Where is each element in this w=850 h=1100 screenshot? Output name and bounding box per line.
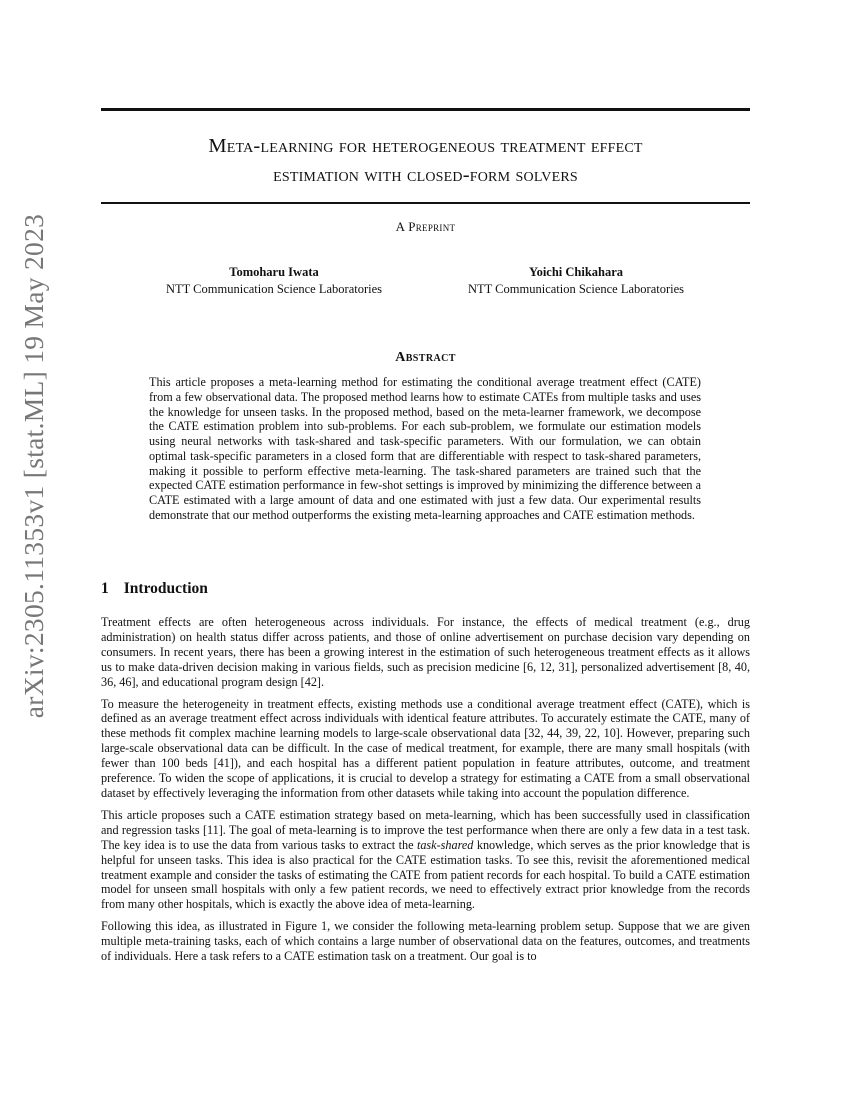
- paragraph-3-part-b: knowledge, which serves as the prior knowledge that is helpful for unseen tasks. This idea is also practical for the CATE estimation tasks. To see this, revisit the aforementioned medical treatment example and consider the tasks of estimating the CATE from patient records for each hospital. To build a CATE estimation model for unseen small hospitals with only a few patient records, we need to effectively extract prior knowledge from the records from many other hospitals, which is exactly the above idea of meta-learning.: [101, 837, 750, 912]
- paragraph-3: [101, 808, 750, 912]
- title-bottom-rule: [101, 202, 750, 204]
- author-name: Yoichi Chikahara: [528, 265, 624, 279]
- arxiv-stamp: [14, 213, 54, 719]
- introduction-body: [101, 615, 750, 971]
- section-title: Introduction: [123, 580, 208, 597]
- paragraph-1: Treatment effects are often heterogeneous across individuals. For instance, the effects of medical treatment (e.g., drug administration) on health status differ across patients, and those of online advertisement on purchase decision vary depending on consumers. In recent years, there has been a growing interest in the estimation of such heterogeneous treatment effects as it allows us to make data-driven decision making in various fields, such as precision medicine [6, 12, 31], personalized advertisement [8, 40, 36, 46], and educational program design [42].: [101, 615, 750, 689]
- author-block-2: [426, 264, 726, 298]
- preprint-label: A Preprint: [395, 219, 456, 234]
- author-name: Tomoharu Iwata: [229, 265, 319, 279]
- section-heading-introduction: [101, 580, 208, 598]
- section-number: 1: [101, 580, 109, 597]
- paper-title: [101, 132, 750, 190]
- paragraph-3-emphasis: task-shared: [416, 837, 474, 852]
- author-affiliation: NTT Communication Science Laboratories: [165, 282, 383, 296]
- author-block-1: [124, 264, 424, 298]
- abstract-heading: Abstract: [395, 350, 456, 365]
- arxiv-stamp-text: arXiv:2305.11353v1 [stat.ML] 19 May 2023: [18, 213, 49, 719]
- author-affiliation: NTT Communication Science Laboratories: [467, 282, 685, 296]
- paragraph-4: Following this idea, as illustrated in Figure 1, we consider the following meta-learning problem setup. Suppose that we are given multiple meta-training tasks, each of which contains a large number of observational data on the features, outcomes, and treatments of individuals. Here a task refers to a CATE estimation task on a treatment. Our goal is to: [101, 919, 750, 964]
- paper-title-line-1: Meta-learning for heterogeneous treatment effect: [208, 135, 643, 157]
- title-top-rule: [101, 108, 750, 111]
- abstract-text: This article proposes a meta-learning method for estimating the conditional average treatment effect (CATE) from a few observational data. The proposed method learns how to estimate CATEs from multiple tasks and uses the knowledge for unseen tasks. In the proposed method, based on the meta-learner framework, we decompose the CATE estimation problem into sub-problems. For each sub-problem, we formulate our estimation models using neural networks with task-shared and task-specific parameters. With our formulation, we can obtain optimal task-specific parameters in a closed form that are differentiable with respect to task-shared parameters, making it possible to perform effective meta-learning. The task-shared parameters are trained such that the expected CATE estimation performance in few-shot settings is improved by minimizing the difference between a CATE estimated with a large amount of data and one estimated with just a few data. Our experimental results demonstrate that our method outperforms the existing meta-learning approaches and CATE estimation methods.: [149, 375, 701, 522]
- paragraph-2: To measure the heterogeneity in treatment effects, existing methods use a conditional average treatment effect (CATE), which is defined as an average treatment effect across individuals with identical feature attributes. To accurately estimate the CATE, many of these methods fit complex machine learning models to large-scale observational data [32, 44, 39, 22, 10]. However, preparing such large-scale observational data can be difficult. In the case of medical treatment, for example, there are many small hospitals (with fewer than 100 beds [41]), and each hospital has a different patient population in feature attributes, outcome, and treatment preference. To widen the scope of applications, it is crucial to develop a strategy for estimating a CATE from a small observational dataset by effectively leveraging the information from other datasets while taking into account the population difference.: [101, 696, 750, 800]
- paragraph-3-part-a: This article proposes such a CATE estimation strategy based on meta-learning, which has been successfully used in classification and regression tasks [11]. The goal of meta-learning is to improve the test performance when there are only a few data in a test task. The key idea is to use the data from various tasks to extract the: [101, 807, 750, 852]
- paper-title-line-2: estimation with closed-form solvers: [273, 164, 578, 186]
